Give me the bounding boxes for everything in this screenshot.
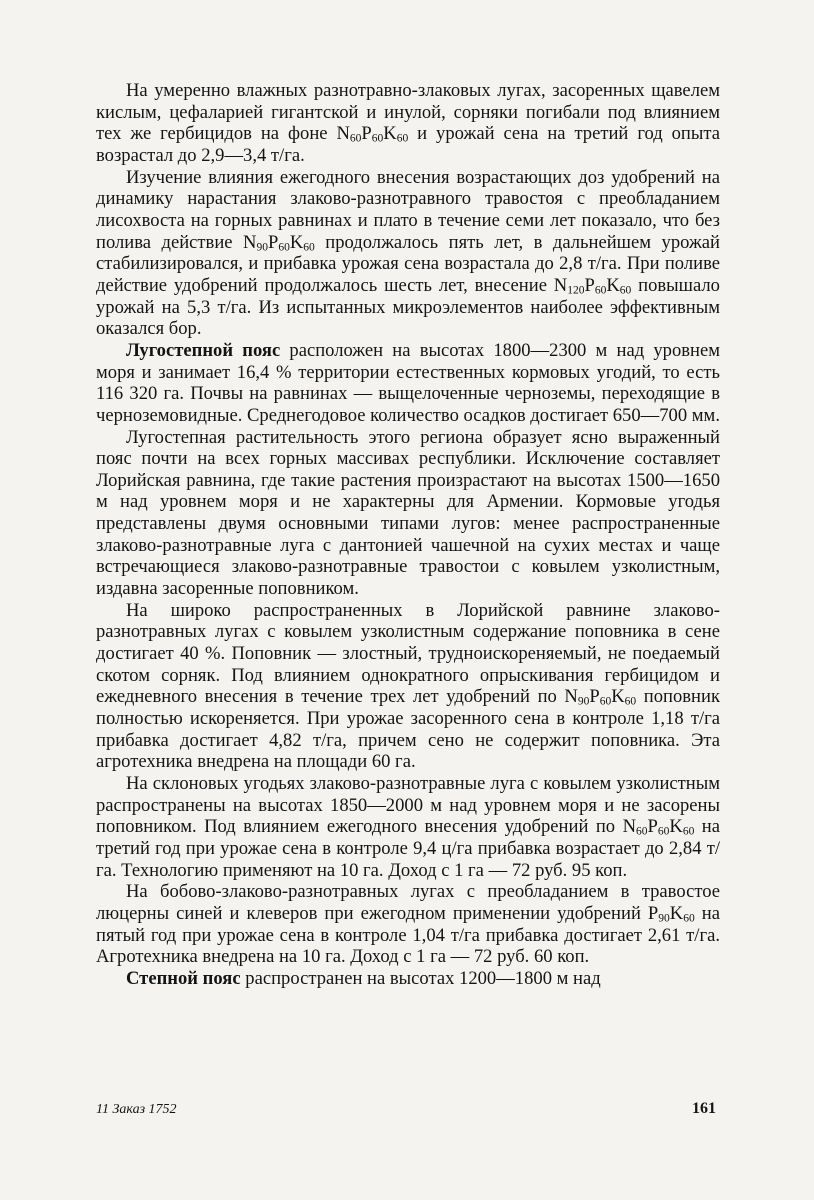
text-run: повышало урожай на 5,3 т/га. Из испытанных микроэлементов наиболее эффективным оказался бор. bbox=[96, 274, 720, 340]
paragraph-1 bbox=[96, 80, 720, 167]
text-run: K bbox=[383, 123, 397, 145]
text-run: P bbox=[647, 816, 658, 838]
subscript: 60 bbox=[682, 825, 695, 838]
text-run: и урожай сена на третий год опыта возрастал до 2,9—3,4 т/га. bbox=[96, 123, 720, 166]
subscript: 120 bbox=[567, 284, 585, 297]
text-run: На склоновых угодьях злаково-разнотравные луга с ковылем узколистным распространены на высотах 1850—2000 м над уровнем моря и не засорены поповником. Под влиянием ежегодного внесения удобрений по N bbox=[96, 773, 720, 838]
text-run: расположен на высотах 1800—2300 м над уровнем моря и занимает 16,4 % территории естественных кормовых угодий, то есть 116 320 га. Почвы на равнинах — выщелоченные черноземы, переходящие в черноземовидные. Среднегодовое количество осадков достигает 650—700 мм. bbox=[96, 339, 720, 426]
text-run: распространен на высотах 1200—1800 м над bbox=[240, 967, 601, 989]
text-run: Изучение влияния ежегодного внесения возрастающих доз удобрений на динамику нарастания злаково-разнотравного травостоя с преобладанием лисохвоста на горных равнинах и плато в течение семи лет показало, что без полива действие N bbox=[96, 166, 720, 253]
subscript: 90 bbox=[658, 912, 670, 925]
subscript: 60 bbox=[396, 132, 409, 145]
text-run: P bbox=[361, 123, 372, 145]
paragraph-8 bbox=[96, 968, 720, 990]
text-run: P bbox=[589, 686, 600, 708]
text-run: P bbox=[267, 231, 279, 253]
subscript: 60 bbox=[636, 825, 648, 838]
text-run: K bbox=[606, 274, 620, 296]
section-lead-term: Степной пояс bbox=[126, 967, 241, 989]
text-run: поповник полностью искореняется. При урожае засоренного сена в контроле 1,18 т/га прибавка достигает 4,82 т/га, причем сено не содержит поповника. Эта агротехника внедрена на площади 60 га. bbox=[96, 686, 720, 773]
subscript: 60 bbox=[624, 695, 637, 708]
paragraph-5 bbox=[96, 600, 720, 773]
paragraph-3 bbox=[96, 340, 720, 427]
subscript: 60 bbox=[657, 825, 670, 838]
page-number: 161 bbox=[692, 1100, 716, 1117]
subscript: 60 bbox=[599, 695, 612, 708]
subscript: 60 bbox=[349, 132, 362, 145]
section-lead-term: Лугостепной пояс bbox=[126, 339, 281, 361]
text-run: на третий год при урожае сена в контроле 9,4 ц/га прибавка возрастает до 2,84 т/га. Технологию применяют на 10 га. Доход с 1 га — 72 руб. 95 коп. bbox=[96, 816, 720, 881]
text-run: K bbox=[611, 686, 625, 708]
text-run: На бобово-злаково-разнотравных лугах с преобладанием в травостое люцерны синей и клеверов при ежегодном применении удобрений P bbox=[96, 881, 720, 924]
text-run: K bbox=[289, 231, 304, 253]
subscript: 60 bbox=[278, 241, 290, 254]
text-run: Лугостепная растительность этого региона образует ясно выраженный пояс почти на всех горных массивах республики. Исключение составляет Лорийская равнина, где такие растения произрастают на высотах 1500—1650 м над уровнем моря и не характерны для Армении. Кормовые угодья представлены двумя основными типами лугов: менее распространенные злаково-разнотравные луга с дантонией чашечной на сухих местах и чаще встречающиеся злаково-разнотравные травостои с ковылем узколистным, издавна засоренные поповником. bbox=[96, 426, 720, 600]
text-run: K bbox=[669, 902, 684, 924]
text-run: P bbox=[584, 274, 595, 296]
print-signature: 11 Заказ 1752 bbox=[96, 1102, 177, 1117]
text-run: На умеренно влажных разнотравно-злаковых лугах, засоренных щавелем кислым, цефаларией гигантской и инулой, сорняки погибали под влиянием тех же гербицидов на фоне N bbox=[96, 80, 720, 145]
paragraph-7 bbox=[96, 881, 720, 968]
subscript: 90 bbox=[577, 695, 590, 708]
text-run: K bbox=[669, 816, 683, 838]
paragraph-6 bbox=[96, 773, 720, 881]
text-run: на пятый год при урожае сена в контроле 1,04 т/га прибавка достигает 2,61 т/га. Агротехника внедрена на 10 га. Доход с 1 га — 72 руб. 60 коп. bbox=[96, 902, 720, 968]
text-column bbox=[96, 80, 720, 990]
subscript: 90 bbox=[256, 241, 268, 254]
page-footer bbox=[96, 1100, 720, 1124]
subscript: 60 bbox=[371, 132, 384, 145]
subscript: 60 bbox=[594, 284, 607, 297]
text-run: продолжалось пять лет, в дальнейшем урожай стабилизировался, и прибавка урожая сена возрастала до 2,8 т/га. При поливе действие удобрений продолжалось шесть лет, внесение N bbox=[96, 231, 720, 296]
paragraph-4 bbox=[96, 427, 720, 600]
text-run: На широко распространенных в Лорийской равнине злаково-разнотравных лугах с ковылем узколистным содержание поповника в сене достигает 40 %. Поповник — злостный, трудноискореняемый, не поедаемый скотом сорняк. Под влиянием однократного опрыскивания гербицидом и ежедневного внесения в течение трех лет удобрений по N bbox=[96, 599, 720, 708]
paragraph-2 bbox=[96, 167, 720, 340]
subscript: 60 bbox=[303, 241, 315, 254]
subscript: 60 bbox=[683, 912, 695, 925]
subscript: 60 bbox=[619, 284, 632, 297]
